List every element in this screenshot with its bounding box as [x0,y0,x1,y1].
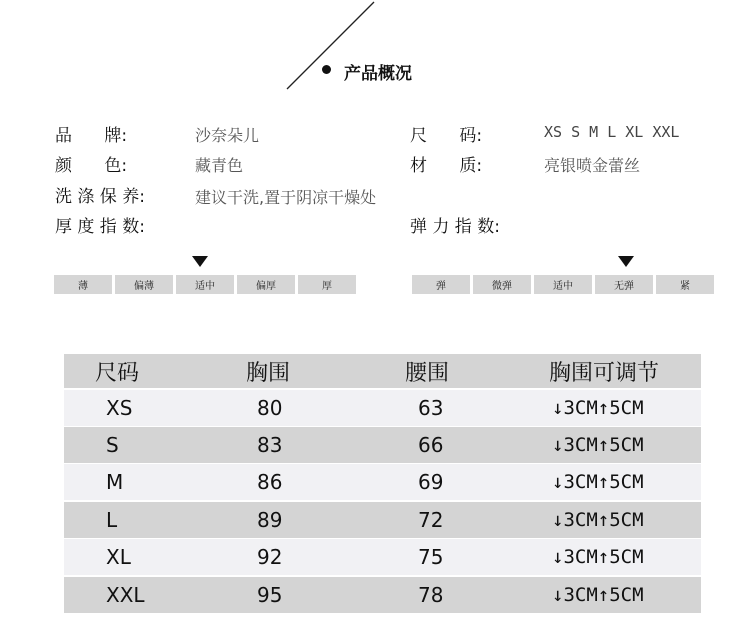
header-divider-line [0,0,750,100]
waist-cell: 63 [418,396,444,420]
brand-label: 品 牌: [55,126,128,146]
column-header: 腰围 [405,360,450,386]
adjust-cell: ↓3CM↑5CM [552,397,644,419]
adjust-cell: ↓3CM↑5CM [552,434,644,456]
elasticity-option-selected: 无弹 [595,275,653,294]
adjust-cell: ↓3CM↑5CM [552,471,644,493]
bust-cell: 83 [257,433,283,457]
table-row [64,539,701,575]
elasticity-option: 紧 [656,275,714,294]
column-header: 胸围可调节 [549,360,660,386]
table-row [64,577,701,613]
thickness-option: 偏薄 [115,275,173,294]
elasticity-option: 微弹 [473,275,531,294]
table-row [64,390,701,426]
size-cell: S [106,433,119,457]
column-header: 胸围 [246,360,291,386]
adjust-cell: ↓3CM↑5CM [552,584,644,606]
thickness-option-selected: 适中 [176,275,234,294]
thickness-label: 厚 度 指 数: [55,217,145,237]
waist-cell: 72 [418,508,444,532]
size-label: 尺 码: [410,126,483,146]
bust-cell: 89 [257,508,283,532]
bust-cell: 92 [257,545,283,569]
elasticity-scale [412,275,714,294]
header-bullet-icon [322,65,331,74]
material-label: 材 质: [410,156,483,176]
size-cell: XL [106,545,131,569]
material-value: 亮银喷金蕾丝 [544,156,641,175]
thickness-option: 厚 [298,275,356,294]
thickness-option: 偏厚 [237,275,295,294]
table-row [64,464,701,500]
thickness-option: 薄 [54,275,112,294]
elasticity-indicator-icon [618,256,634,267]
column-header: 尺码 [95,360,140,386]
elasticity-option: 适中 [534,275,592,294]
thickness-scale [54,275,356,294]
color-value: 藏青色 [195,156,244,175]
waist-cell: 66 [418,433,444,457]
wash-value: 建议干洗,置于阴凉干燥处 [195,188,377,207]
wash-label: 洗 涤 保 养: [55,187,145,207]
adjust-cell: ↓3CM↑5CM [552,509,644,531]
size-cell: M [106,470,124,494]
bust-cell: 95 [257,583,283,607]
brand-value: 沙奈朵儿 [195,126,260,145]
table-row [64,427,701,463]
thickness-indicator-icon [192,256,208,267]
size-value: XS S M L XL XXL [544,123,680,141]
table-header-row [64,354,701,388]
table-row [64,502,701,538]
waist-cell: 69 [418,470,444,494]
section-title: 产品概况 [344,64,412,84]
color-label: 颜 色: [55,156,128,176]
bust-cell: 86 [257,470,283,494]
bust-cell: 80 [257,396,283,420]
waist-cell: 78 [418,583,444,607]
adjust-cell: ↓3CM↑5CM [552,546,644,568]
waist-cell: 75 [418,545,444,569]
size-cell: L [106,508,118,532]
size-cell: XS [106,396,133,420]
elasticity-label: 弹 力 指 数: [410,217,500,237]
elasticity-option: 弹 [412,275,470,294]
size-cell: XXL [106,583,145,607]
